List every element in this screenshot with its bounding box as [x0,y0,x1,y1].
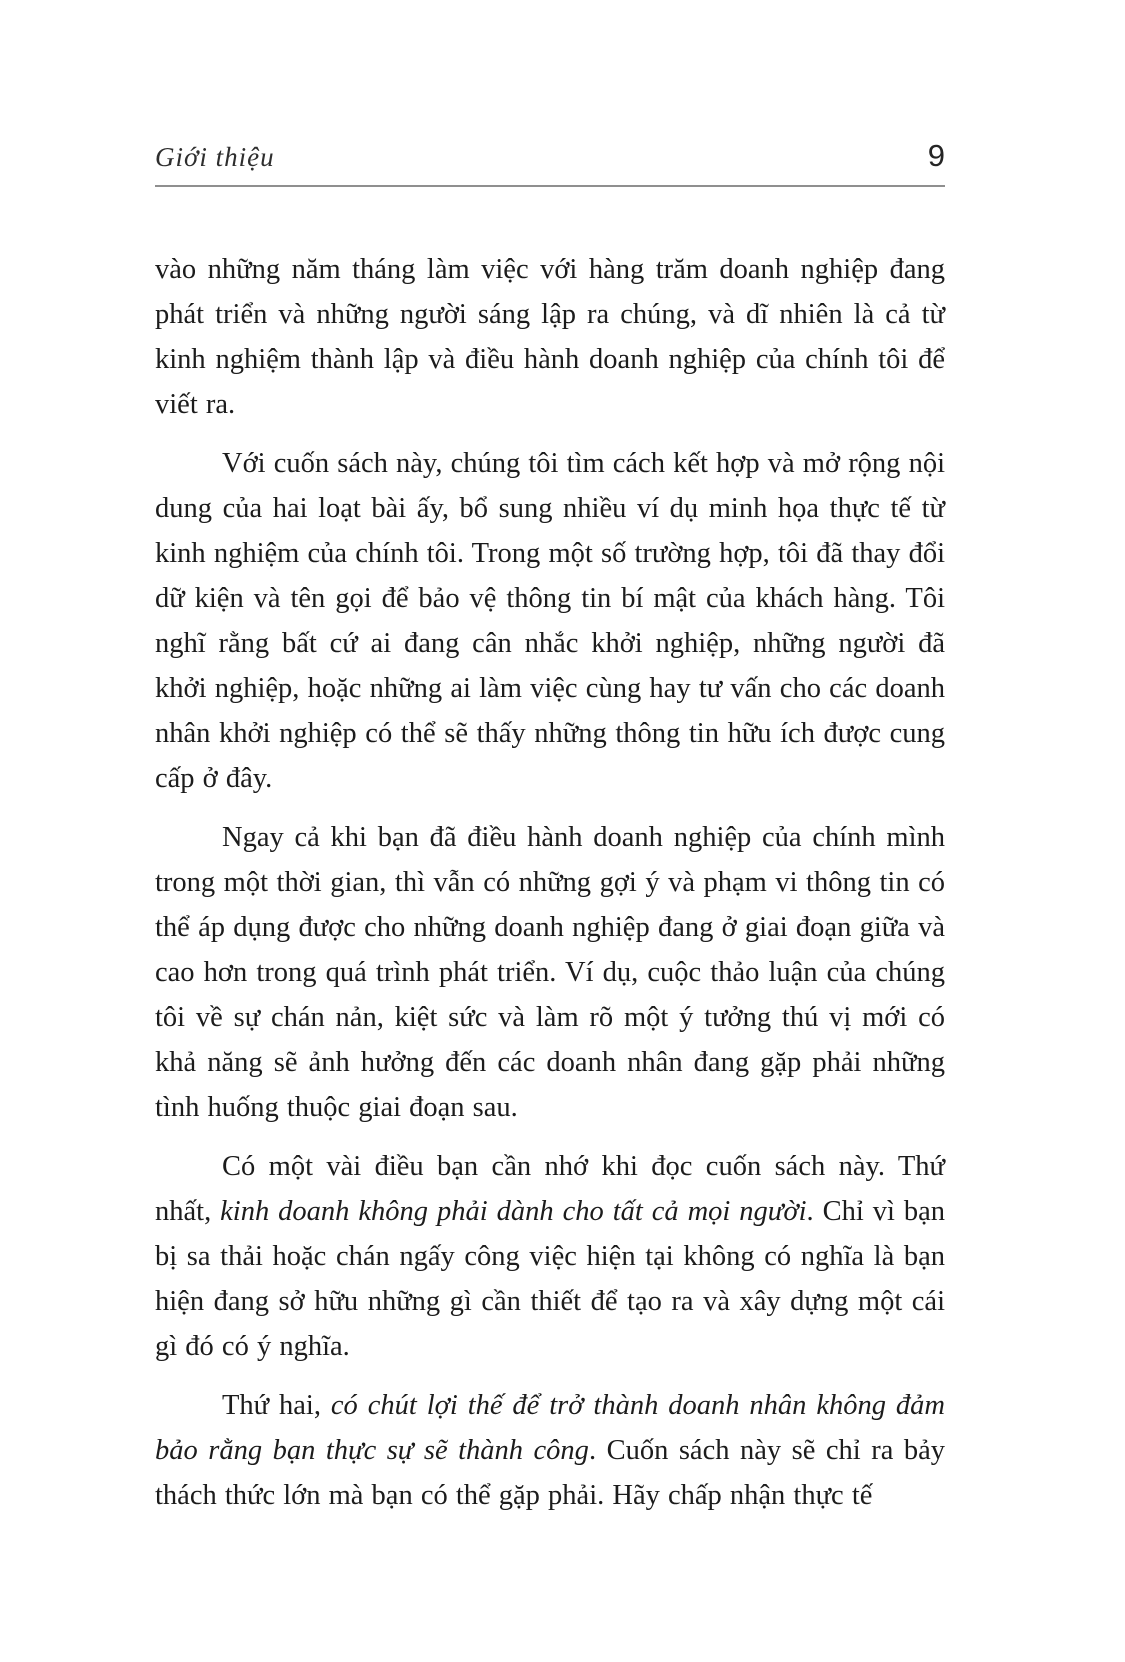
italic-text-run: có chút lợi thế để trở thành doanh nhân không đảm bảo rằng bạn thực sự sẽ thành công [155,1390,945,1466]
page-number: 9 [927,138,945,173]
text-run: Với cuốn sách này, chúng tôi tìm cách kết hợp và mở rộng nội dung của hai loạt bài ấy, bổ sung nhiều ví dụ minh họa thực tế từ kinh nghiệm của chính tôi. Trong một số trường hợp, tôi đã thay đổi dữ kiện và tên gọi để bảo vệ thông tin bí mật của khách hàng. Tôi nghĩ rằng bất cứ ai đang cân nhắc khởi nghiệp, những người đã khởi nghiệp, hoặc những ai làm việc cùng hay tư vấn cho các doanh nhân khởi nghiệp có thể sẽ thấy những thông tin hữu ích được cung cấp ở đây. [155,448,945,794]
page-body [155,247,945,1532]
chapter-title: Giới thiệu [155,141,275,172]
text-run: Ngay cả khi bạn đã điều hành doanh nghiệp của chính mình trong một thời gian, thì vẫn có những gợi ý và phạm vi thông tin có thể áp dụng được cho những doanh nghiệp đang ở giai đoạn giữa và cao hơn trong quá trình phát triển. Ví dụ, cuộc thảo luận của chúng tôi về sự chán nản, kiệt sức và làm rõ một ý tưởng thú vị mới có khả năng sẽ ảnh hưởng đến các doanh nhân đang gặp phải những tình huống thuộc giai đoạn sau. [155,822,945,1123]
running-header [155,140,945,173]
text-run: . Cuốn sách này sẽ chỉ ra bảy thách thức lớn mà bạn có thể gặp phải. Hãy chấp nhận thực tế [155,1435,945,1511]
text-run: Có một vài điều bạn cần nhớ khi đọc cuốn sách này. Thứ nhất, [155,1151,945,1227]
paragraph [155,247,945,427]
text-run: . Chỉ vì bạn bị sa thải hoặc chán ngấy công việc hiện tại không có nghĩa là bạn hiện đang sở hữu những gì cần thiết để tạo ra và xây dựng một cái gì đó có ý nghĩa. [155,1196,945,1362]
paragraph [155,815,945,1130]
italic-text-run: kinh doanh không phải dành cho tất cả mọi người [220,1196,807,1227]
paragraph [155,441,945,801]
paragraph [155,1383,945,1518]
paragraph [155,1144,945,1369]
text-run: Thứ hai, [222,1390,331,1421]
text-run: vào những năm tháng làm việc với hàng trăm doanh nghiệp đang phát triển và những người sáng lập ra chúng, và dĩ nhiên là cả từ kinh nghiệm thành lập và điều hành doanh nghiệp của chính tôi để viết ra. [155,254,945,420]
header-rule [155,185,945,187]
